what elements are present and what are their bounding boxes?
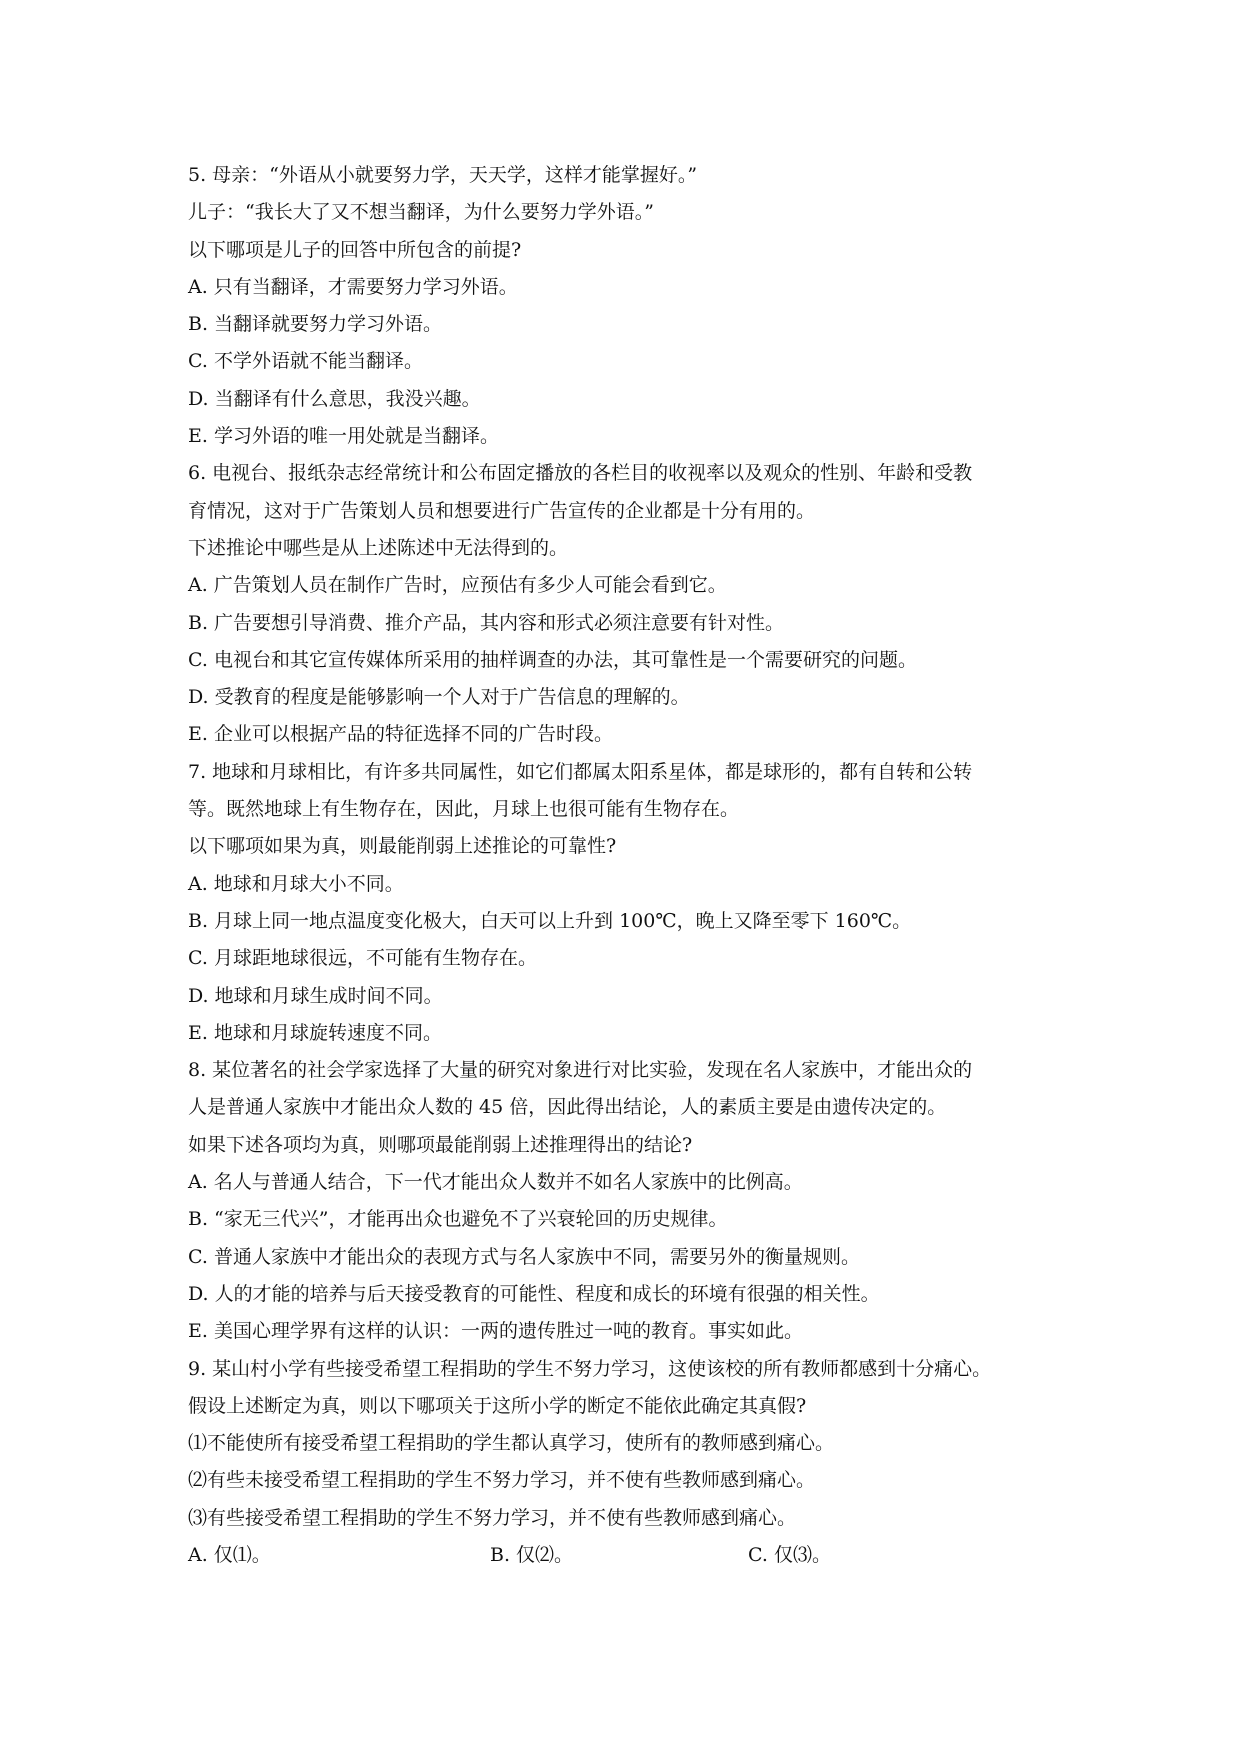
question-5-option-b: B. 当翻译就要努力学习外语。 [188,313,443,336]
question-8-prompt: 如果下述各项均为真，则哪项最能削弱上述推理得出的结论? [188,1133,693,1156]
question-6-option-d: D. 受教育的程度是能够影响一个人对于广告信息的理解的。 [188,686,690,709]
question-9-prompt: 假设上述断定为真，则以下哪项关于这所小学的断定不能依此确定其真假? [188,1394,807,1417]
question-8-option-d: D. 人的才能的培养与后天接受教育的可能性、程度和成长的环境有很强的相关性。 [188,1282,880,1305]
question-6-line: 6. 电视台、报纸杂志经常统计和公布固定播放的各栏目的收视率以及观众的性别、年龄和受教 [188,462,973,485]
question-9-line: 9. 某山村小学有些接受希望工程捐助的学生不努力学习，这使该校的所有教师都感到十分痛心。 [188,1357,992,1380]
question-5-option-c: C. 不学外语就不能当翻译。 [188,350,423,373]
question-8-option-b: B. “家无三代兴”，才能再出众也避免不了兴衰轮回的历史规律。 [188,1208,728,1231]
question-6-option-c: C. 电视台和其它宣传媒体所采用的抽样调查的办法，其可靠性是一个需要研究的问题。 [188,648,917,671]
question-5 [188,157,1088,455]
question-7-option-d: D. 地球和月球生成时间不同。 [188,984,443,1007]
question-7-option-b: B. 月球上同一地点温度变化极大，白天可以上升到 100℃，晚上又降至零下 160℃。 [188,909,912,932]
question-5-option-d: D. 当翻译有什么意思，我没兴趣。 [188,387,481,410]
question-8-option-a: A. 名人与普通人结合，下一代才能出众人数并不如名人家族中的比例高。 [188,1171,803,1194]
question-7 [188,754,1088,1052]
question-9-statement-1: ⑴不能使所有接受希望工程捐助的学生都认真学习，使所有的教师感到痛心。 [188,1432,835,1455]
document-page [188,157,1088,1574]
question-6-option-a: A. 广告策划人员在制作广告时，应预估有多少人可能会看到它。 [188,574,727,597]
question-9-options-row [188,1537,1088,1574]
question-9-option-c: C. 仅⑶。 [748,1543,831,1566]
question-6-prompt: 下述推论中哪些是从上述陈述中无法得到的。 [188,536,569,559]
question-5-option-e: E. 学习外语的唯一用处就是当翻译。 [188,425,499,448]
question-5-line: 儿子：“我长大了又不想当翻译，为什么要努力学外语。” [188,201,654,224]
question-6 [188,455,1088,753]
question-9-option-a: A. 仅⑴。 [188,1543,271,1566]
question-9-statement-3: ⑶有些接受希望工程捐助的学生不努力学习，并不使有些教师感到痛心。 [188,1506,797,1529]
question-5-prompt: 以下哪项是儿子的回答中所包含的前提? [188,238,522,261]
question-7-line: 7. 地球和月球相比，有许多共同属性，如它们都属太阳系星体，都是球形的，都有自转和公转 [188,760,973,783]
question-7-option-a: A. 地球和月球大小不同。 [188,872,404,895]
question-5-option-a: A. 只有当翻译，才需要努力学习外语。 [188,275,518,298]
question-8-line: 8. 某位著名的社会学家选择了大量的研究对象进行对比实验，发现在名人家族中，才能出众的 [188,1059,973,1082]
question-7-option-e: E. 地球和月球旋转速度不同。 [188,1021,442,1044]
question-7-prompt: 以下哪项如果为真，则最能削弱上述推论的可靠性? [188,835,617,858]
question-8-option-c: C. 普通人家族中才能出众的表现方式与名人家族中不同，需要另外的衡量规则。 [188,1245,860,1268]
question-6-line: 育情况，这对于广告策划人员和想要进行广告宣传的企业都是十分有用的。 [188,499,816,522]
question-6-option-b: B. 广告要想引导消费、推介产品，其内容和形式必须注意要有针对性。 [188,611,785,634]
question-8-option-e: E. 美国心理学界有这样的认识：一两的遗传胜过一吨的教育。事实如此。 [188,1320,803,1343]
question-8 [188,1052,1088,1350]
question-9-option-b: B. 仅⑵。 [490,1543,574,1566]
question-5-line: 5. 母亲：“外语从小就要努力学，天天学，这样才能掌握好。” [188,164,698,186]
question-6-option-e: E. 企业可以根据产品的特征选择不同的广告时段。 [188,723,613,746]
question-9 [188,1351,1088,1575]
question-9-statement-2: ⑵有些未接受希望工程捐助的学生不努力学习，并不使有些教师感到痛心。 [188,1469,816,1492]
question-7-line: 等。既然地球上有生物存在，因此，月球上也很可能有生物存在。 [188,798,740,821]
question-8-line: 人是普通人家族中才能出众人数的 45 倍，因此得出结论，人的素质主要是由遗传决定的。 [188,1096,947,1119]
question-7-option-c: C. 月球距地球很远，不可能有生物存在。 [188,947,537,970]
